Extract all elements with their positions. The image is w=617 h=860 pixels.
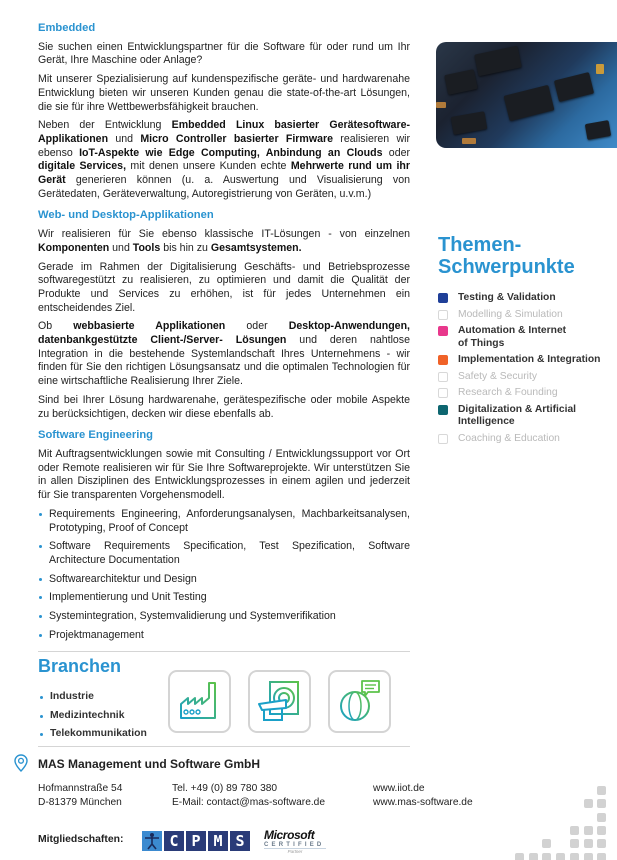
theme-item bbox=[438, 309, 617, 322]
text-run: bis hin zu bbox=[160, 241, 211, 254]
mri-scanner-icon bbox=[256, 678, 302, 724]
section-software-engineering bbox=[38, 429, 410, 642]
cpms-letter: P bbox=[186, 831, 206, 851]
main-content bbox=[38, 22, 410, 650]
decorative-dot bbox=[584, 839, 593, 848]
theme-label: Testing & Validation bbox=[458, 292, 556, 303]
text-run: Wir realisieren für Sie ebenso klassische IT-Lösungen - von einzelnen bbox=[38, 228, 410, 241]
theme-label: Implementation & Integration bbox=[458, 354, 601, 365]
location-pin-icon bbox=[14, 754, 28, 772]
chip-shape bbox=[504, 85, 555, 121]
text-run: und bbox=[108, 132, 141, 145]
street: Hofmannstraße 54 bbox=[38, 783, 123, 794]
bullet-item: Implementierung und Unit Testing bbox=[38, 591, 410, 605]
bullet-item: Softwarearchitektur und Design bbox=[38, 573, 410, 587]
empty-square-icon bbox=[438, 434, 448, 444]
theme-item bbox=[438, 433, 617, 446]
address-block bbox=[38, 782, 122, 810]
theme-label: Modelling & Simulation bbox=[458, 308, 563, 320]
decorative-dot bbox=[584, 853, 593, 860]
branchen-section bbox=[38, 651, 410, 747]
branchen-item: Industrie bbox=[40, 691, 147, 704]
theme-label: Safety & Security bbox=[458, 370, 537, 382]
checked-square-icon bbox=[438, 355, 448, 365]
text-run: oder bbox=[382, 146, 411, 159]
globe-chat-icon bbox=[336, 678, 382, 724]
themen-title-line-2: Schwerpunkte bbox=[438, 256, 575, 278]
chip-shape bbox=[444, 69, 478, 95]
decorative-dot bbox=[515, 853, 524, 860]
text-run: und deren nahtlose Integration in die bestehende Systemlandschaft Ihres Unternehmens - wir finden für Sie den richtigen Lösungsansatz und die optimalen Technologien für eine wirtschaftliche Realisierung Ihrer Ziele. bbox=[38, 334, 410, 388]
contact-block bbox=[172, 782, 325, 810]
chip-shape bbox=[451, 111, 488, 135]
themen-title bbox=[438, 234, 617, 278]
circuit-board-image bbox=[436, 42, 617, 148]
decorative-dot bbox=[597, 786, 606, 795]
email-link[interactable]: E-Mail: contact@mas-software.de bbox=[172, 797, 326, 808]
bold-text-run: IoT-Aspekte wie Edge Computing, Anbindung an Clouds bbox=[79, 146, 383, 159]
bold-text-run: Komponenten bbox=[38, 241, 110, 254]
embedded-paragraph-1: Sie suchen einen Entwicklungspartner für die Software für oder rund um Ihr Gerät, Ihre Maschine oder Anlage? bbox=[38, 40, 410, 67]
city: D-81379 München bbox=[38, 797, 122, 808]
software-paragraph-1: Mit Auftragsentwicklungen sowie mit Consulting / Entwicklungssupport vor Ort oder Remote realisieren wir für Sie Ihre Softwareprojekte. Wir unterstützen Sie in allen Disziplinen des Entwicklungsprozesses in einem agilen und jederzeit für Sie transparenten Vorgehensmodell. bbox=[38, 447, 410, 502]
theme-list bbox=[438, 292, 617, 445]
text-run: oder bbox=[225, 320, 289, 333]
microsoft-certified-logo bbox=[264, 828, 326, 854]
embedded-paragraph-2: Mit unserer Spezialisierung auf kundenspezifische geräte- und hardwarenahe Entwicklung bieten wir unseren Kunden genau die state-of-the-art Lösungen, die sie für ihre Wettbewerbsfähigkeit brauchen. bbox=[38, 73, 410, 113]
web-block bbox=[373, 782, 473, 810]
bold-text-run: Mehrwerte rund um ihr Gerät bbox=[38, 160, 411, 187]
web-paragraph-1 bbox=[38, 228, 410, 255]
theme-item bbox=[438, 404, 617, 429]
theme-label: Digitalization & Artificial Intelligence bbox=[458, 403, 577, 427]
decorative-dot bbox=[597, 813, 606, 822]
text-run: mit denen unsere Kunden echte bbox=[126, 160, 291, 173]
bold-text-run: Tools bbox=[132, 241, 161, 254]
theme-item bbox=[438, 325, 617, 350]
text-run: Neben der Entwicklung bbox=[38, 119, 172, 132]
bold-text-run: Micro Controller basierter Firmware bbox=[140, 132, 333, 145]
bullet-item: Requirements Engineering, Anforderungsanalysen, Machbarkeitsanalysen, Prototyping, Proof of Concept bbox=[38, 508, 410, 535]
embedded-paragraph-3 bbox=[38, 119, 410, 201]
theme-label: Coaching & Education bbox=[458, 432, 560, 444]
web-paragraph-2: Gerade im Rahmen der Digitalisierung Geschäfts- und Betriebsprozesse softwaregestützt zu realisieren, zu optimieren und damit die Qualität der Produkte und Services zu erhöhen, ist für jedes Unternehmen ein entscheidendes Ziel. bbox=[38, 260, 410, 314]
checked-square-icon bbox=[438, 405, 448, 415]
bullet-item: Systemintegration, Systemvalidierung und Systemverifikation bbox=[38, 610, 410, 624]
bold-text-run: Desktop-Anwendungen, datenbankgestützte Client-/Server- Lösungen bbox=[38, 320, 410, 347]
bold-text-run: Embedded Linux basierter Gerätesoftware-Applikationen bbox=[38, 119, 410, 145]
pad-shape bbox=[436, 102, 446, 108]
pad-shape bbox=[462, 138, 476, 144]
chip-shape bbox=[554, 72, 594, 102]
text-run: und bbox=[109, 241, 133, 254]
decorative-dot bbox=[542, 853, 551, 860]
section-web-desktop bbox=[38, 209, 410, 421]
section-title-software-engineering: Software Engineering bbox=[38, 429, 153, 442]
decorative-dot bbox=[597, 839, 606, 848]
decorative-dot bbox=[542, 839, 551, 848]
phone[interactable]: Tel. +49 (0) 89 780 380 bbox=[172, 783, 278, 794]
themen-title-line-1: Themen- bbox=[438, 234, 522, 256]
section-embedded bbox=[38, 22, 410, 201]
decorative-dot bbox=[597, 799, 606, 808]
decorative-dot bbox=[597, 853, 606, 860]
section-title-web-desktop: Web- und Desktop-Applikationen bbox=[38, 209, 214, 222]
empty-square-icon bbox=[438, 310, 448, 320]
decorative-dot bbox=[570, 839, 579, 848]
decorative-dot bbox=[570, 853, 579, 860]
text-run: Ob bbox=[38, 320, 74, 333]
website-link-iiot[interactable]: www.iiot.de bbox=[373, 783, 425, 794]
branchen-item: Telekommunikation bbox=[40, 728, 147, 741]
ms-partner-text: Partner bbox=[287, 849, 303, 854]
checked-square-icon bbox=[438, 293, 448, 303]
empty-square-icon bbox=[438, 372, 448, 382]
themen-panel bbox=[438, 234, 617, 449]
bold-text-run: digitale Services, bbox=[38, 160, 127, 173]
theme-item bbox=[438, 354, 617, 367]
decorative-dot bbox=[584, 826, 593, 835]
decorative-dot bbox=[556, 853, 565, 860]
theme-item bbox=[438, 387, 617, 400]
web-paragraph-3 bbox=[38, 320, 410, 389]
text-run: generieren können (u. a. Auswertung und Visualisierung von Gerätedaten, Geräteverwaltung, Autoregistrierung von Geräten, u.v.m.) bbox=[38, 174, 410, 200]
cpms-logo bbox=[142, 831, 250, 851]
theme-item bbox=[438, 292, 617, 305]
ms-logo-text: Microsoft bbox=[264, 828, 315, 842]
theme-label: Research & Founding bbox=[458, 387, 558, 398]
chip-shape bbox=[474, 46, 522, 77]
section-title-embedded: Embedded bbox=[38, 22, 96, 34]
bullet-item: Software Requirements Specification, Test Spezification, Software Architecture Documentation bbox=[38, 540, 410, 567]
pad-shape bbox=[596, 64, 604, 74]
decorative-dot bbox=[570, 826, 579, 835]
telecom-icon-box bbox=[328, 670, 391, 733]
text-run: realisieren wir ebenso bbox=[38, 132, 410, 159]
checked-square-icon bbox=[438, 326, 448, 336]
chip-shape bbox=[585, 120, 611, 140]
cpms-letter: C bbox=[164, 831, 184, 851]
memberships-label: Mitgliedschaften: bbox=[38, 834, 124, 845]
decorative-dot bbox=[584, 799, 593, 808]
branchen-list bbox=[40, 691, 147, 747]
web-paragraph-4: Sind bei Ihrer Lösung hardwarenahe, gerätespezifische oder mobile Aspekte zu berücksichtigen, decken wir diese ebenfalls ab. bbox=[38, 393, 410, 420]
decorative-dot bbox=[529, 853, 538, 860]
theme-item bbox=[438, 371, 617, 384]
website-link-mas[interactable]: www.mas-software.de bbox=[373, 797, 473, 808]
bold-text-run: Gesamtsystemen. bbox=[210, 241, 302, 254]
industry-icon-box bbox=[168, 670, 231, 733]
factory-icon bbox=[176, 678, 222, 724]
software-bullet-list bbox=[38, 508, 410, 643]
ms-certified-text: CERTIFIED bbox=[264, 842, 325, 848]
bullet-item: Projektmanagement bbox=[38, 629, 410, 643]
branchen-item: Medizintechnik bbox=[40, 710, 147, 723]
theme-label: Automation & Internet of Things bbox=[458, 325, 567, 349]
decorative-dot bbox=[597, 826, 606, 835]
company-name: MAS Management und Software GmbH bbox=[38, 757, 261, 771]
bold-text-run: webbasierte Applikationen bbox=[73, 320, 226, 333]
branchen-title: Branchen bbox=[38, 656, 122, 676]
cpms-letter: S bbox=[230, 831, 250, 851]
vitruvian-man-icon bbox=[142, 831, 162, 851]
medical-icon-box bbox=[248, 670, 311, 733]
cpms-letter: M bbox=[208, 831, 228, 851]
empty-square-icon bbox=[438, 388, 448, 398]
